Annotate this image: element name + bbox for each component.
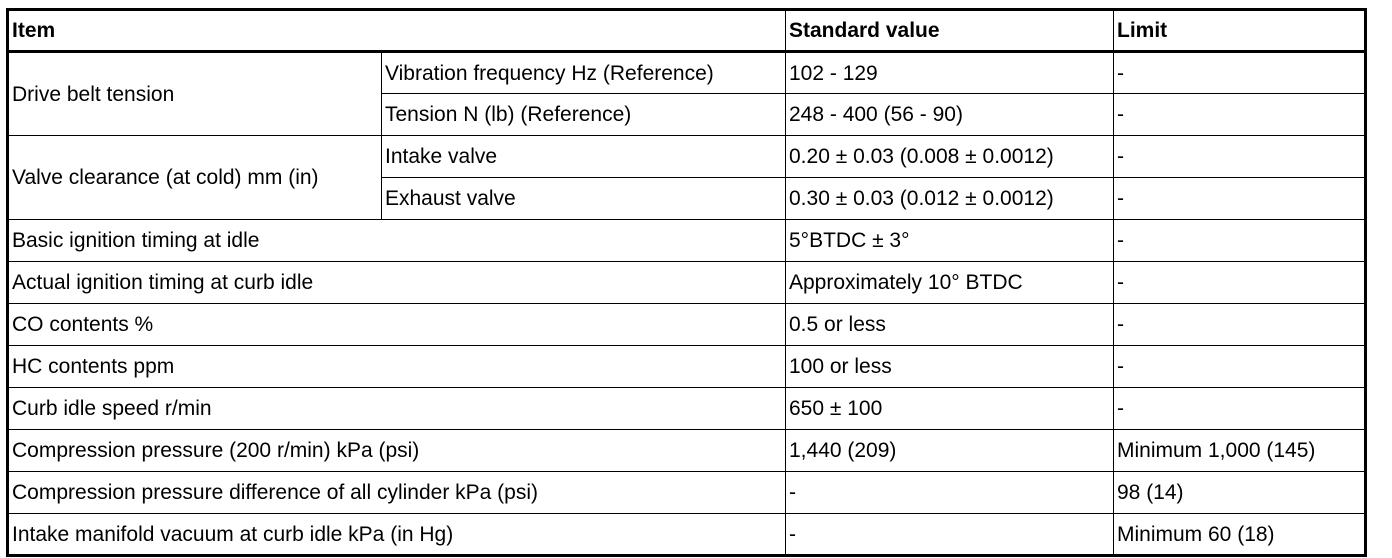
header-limit: Limit xyxy=(1114,10,1366,52)
limit-cell: Minimum 1,000 (145) xyxy=(1114,430,1366,472)
standard-value-cell: 1,440 (209) xyxy=(786,430,1114,472)
standard-value-cell: 0.5 or less xyxy=(786,304,1114,346)
limit-cell: Minimum 60 (18) xyxy=(1114,514,1366,556)
limit-cell: - xyxy=(1114,262,1366,304)
limit-cell: - xyxy=(1114,94,1366,136)
sub-item-cell: Exhaust valve xyxy=(382,178,786,220)
item-cell: HC contents ppm xyxy=(8,346,786,388)
header-standard-value: Standard value xyxy=(786,10,1114,52)
table-row xyxy=(8,514,1366,556)
item-cell: Curb idle speed r/min xyxy=(8,388,786,430)
table-row xyxy=(8,304,1366,346)
table-row xyxy=(8,262,1366,304)
sub-item-cell: Vibration frequency Hz (Reference) xyxy=(382,52,786,94)
header-row xyxy=(8,10,1366,52)
standard-value-cell: - xyxy=(786,472,1114,514)
standard-value-cell: 650 ± 100 xyxy=(786,388,1114,430)
standard-value-cell: 5°BTDC ± 3° xyxy=(786,220,1114,262)
item-cell: Actual ignition timing at curb idle xyxy=(8,262,786,304)
standard-value-cell: 248 - 400 (56 - 90) xyxy=(786,94,1114,136)
limit-cell: - xyxy=(1114,178,1366,220)
sub-item-cell: Intake valve xyxy=(382,136,786,178)
limit-cell: - xyxy=(1114,346,1366,388)
limit-cell: - xyxy=(1114,304,1366,346)
table-row xyxy=(8,220,1366,262)
standard-value-cell: 100 or less xyxy=(786,346,1114,388)
standard-value-cell: 0.20 ± 0.03 (0.008 ± 0.0012) xyxy=(786,136,1114,178)
header-item: Item xyxy=(8,10,786,52)
item-cell: Compression pressure difference of all cylinder kPa (psi) xyxy=(8,472,786,514)
item-cell: CO contents % xyxy=(8,304,786,346)
limit-cell: - xyxy=(1114,52,1366,94)
table-row xyxy=(8,430,1366,472)
limit-cell: - xyxy=(1114,388,1366,430)
standard-value-cell: Approximately 10° BTDC xyxy=(786,262,1114,304)
specification-table xyxy=(6,8,1367,557)
item-cell: Intake manifold vacuum at curb idle kPa (in Hg) xyxy=(8,514,786,556)
item-cell: Valve clearance (at cold) mm (in) xyxy=(8,136,382,220)
table-row xyxy=(8,136,1366,178)
table-row xyxy=(8,472,1366,514)
item-cell: Drive belt tension xyxy=(8,52,382,136)
table-row xyxy=(8,346,1366,388)
table-row xyxy=(8,388,1366,430)
item-cell: Compression pressure (200 r/min) kPa (psi) xyxy=(8,430,786,472)
sub-item-cell: Tension N (lb) (Reference) xyxy=(382,94,786,136)
standard-value-cell: - xyxy=(786,514,1114,556)
item-cell: Basic ignition timing at idle xyxy=(8,220,786,262)
limit-cell: 98 (14) xyxy=(1114,472,1366,514)
standard-value-cell: 0.30 ± 0.03 (0.012 ± 0.0012) xyxy=(786,178,1114,220)
standard-value-cell: 102 - 129 xyxy=(786,52,1114,94)
table-row xyxy=(8,52,1366,94)
limit-cell: - xyxy=(1114,220,1366,262)
limit-cell: - xyxy=(1114,136,1366,178)
